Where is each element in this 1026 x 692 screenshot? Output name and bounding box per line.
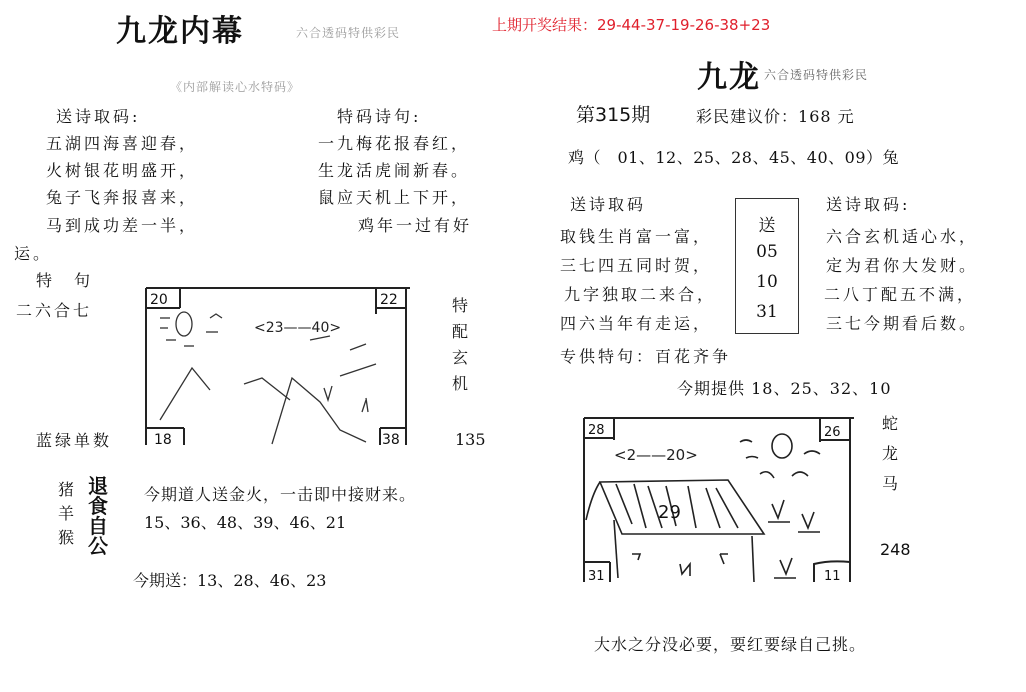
left-poem-line: 五湖四海喜迎春， (46, 134, 199, 153)
zodiac-char: 羊 (58, 504, 78, 523)
send-box-number: 10 (756, 272, 778, 292)
special-phrase-value: 百花齐争 (655, 347, 732, 366)
last-result-label: 上期开奖结果： (492, 16, 598, 34)
left-poem-heading: 送诗取码: (56, 107, 141, 126)
zodiac-char: 猪 (58, 480, 78, 499)
send-box-number: 05 (756, 242, 778, 262)
right-vertical-hint (882, 416, 901, 492)
right-poem-right-line: 二八丁配五不满， (824, 285, 977, 304)
left-section-heading: 《内部解读心水特码》 (170, 80, 301, 94)
price-value: 168 元 (798, 107, 855, 126)
right-poem-right-line: 六合玄机适心水， (826, 227, 979, 246)
zodiac-vertical (58, 482, 77, 546)
right-sketch-range: <2——20> (614, 446, 698, 464)
vertical-char: 龙 (882, 444, 902, 463)
big-char: 自 (88, 514, 108, 538)
left-sketch-corner-tl: 20 (150, 292, 168, 308)
big-vertical (88, 476, 108, 556)
send-box (735, 198, 799, 334)
left-title: 九龙内幕 (116, 14, 244, 49)
last-result (492, 14, 770, 35)
special-poem-line: 鸡年一过有好 (358, 216, 473, 235)
daoren-numbers: 15、36、48、39、46、21 (144, 513, 347, 532)
right-subtitle: 六合透码特供彩民 (764, 68, 869, 82)
send-box-number: 31 (756, 302, 778, 322)
left-poem-line: 火树银花明盛开， (46, 161, 199, 180)
vertical-char: 机 (452, 374, 472, 393)
right-title: 九龙 (697, 60, 761, 95)
provide-line: 今期提供 18、25、32、10 (677, 379, 892, 398)
right-right-number: 248 (880, 540, 911, 559)
special-phrase-label: 专供特句： (560, 347, 656, 366)
big-char: 食 (88, 494, 108, 518)
left-poem-line: 马到成功差一半， (46, 216, 199, 235)
right-sketch-corner-br: 11 (824, 569, 841, 584)
big-char: 退 (88, 474, 108, 498)
last-result-value: 29-44-37-19-26-38+23 (597, 16, 771, 34)
footer-line: 大水之分没必要，要红要绿自己挑。 (594, 635, 867, 654)
left-sketch-mountains (140, 280, 420, 450)
price-label: 彩民建议价： (696, 107, 799, 126)
right-poem-right-heading: 送诗取码: (826, 195, 911, 214)
send-line: 今期送：13、28、46、23 (133, 571, 327, 590)
right-sketch-corner-tl: 28 (588, 423, 605, 438)
send-box-label: 送 (758, 216, 776, 236)
right-poem-left-line: 四六当年有走运， (560, 314, 713, 333)
vertical-char: 配 (452, 322, 472, 341)
zodiac-char: 猴 (58, 528, 78, 547)
left-subtitle: 六合透码特供彩民 (296, 26, 401, 40)
right-poem-left-line: 九字独取二来合， (564, 285, 717, 304)
vertical-char: 马 (882, 474, 902, 493)
left-right-number: 135 (455, 430, 486, 449)
special-poem-line: 一九梅花报春红， (318, 134, 471, 153)
special-poem-heading: 特码诗句: (337, 107, 422, 126)
left-vertical-hint (452, 298, 471, 392)
special-poem-wrap: 运。 (14, 244, 53, 263)
daoren-line: 今期道人送金火，一击即中接财来。 (144, 485, 417, 504)
vertical-char: 蛇 (882, 414, 902, 433)
left-sketch-range: <23——40> (254, 320, 342, 336)
special-phrase-value: 二六合七 (16, 301, 93, 320)
left-poem-line: 兔子飞奔报喜来， (46, 188, 199, 207)
right-sketch-roof-number: 29 (658, 502, 681, 523)
right-poem-right-line: 三七今期看后数。 (826, 314, 979, 333)
right-poem-left-line: 三七四五同时贺， (560, 256, 713, 275)
special-phrase (560, 344, 731, 367)
right-poem-right-line: 定为君你大发财。 (826, 256, 979, 275)
price (696, 104, 855, 127)
right-poem-left-line: 取钱生肖富一富， (560, 227, 713, 246)
left-sketch-corner-bl: 18 (154, 432, 172, 448)
vertical-char: 特 (452, 296, 472, 315)
issue-number: 第315期 (576, 104, 651, 126)
special-poem-line: 生龙活虎闹新春。 (318, 161, 471, 180)
special-phrase-label: 特 句 (36, 271, 94, 290)
right-poem-left-heading: 送诗取码 (570, 195, 647, 214)
left-sketch-corner-tr: 22 (380, 292, 398, 308)
right-sketch-house (570, 410, 860, 585)
special-poem-line: 鼠应天机上下开， (318, 188, 471, 207)
left-sketch-corner-br: 38 (382, 432, 400, 448)
color-hint: 蓝绿单数 (36, 431, 113, 450)
big-char: 公 (88, 534, 108, 558)
right-sketch-corner-bl: 31 (588, 569, 605, 584)
right-sketch-corner-tr: 26 (824, 425, 841, 440)
vertical-char: 玄 (452, 348, 472, 367)
zodiac-line: 鸡（ 01、12、25、28、45、40、09）兔 (568, 148, 900, 167)
